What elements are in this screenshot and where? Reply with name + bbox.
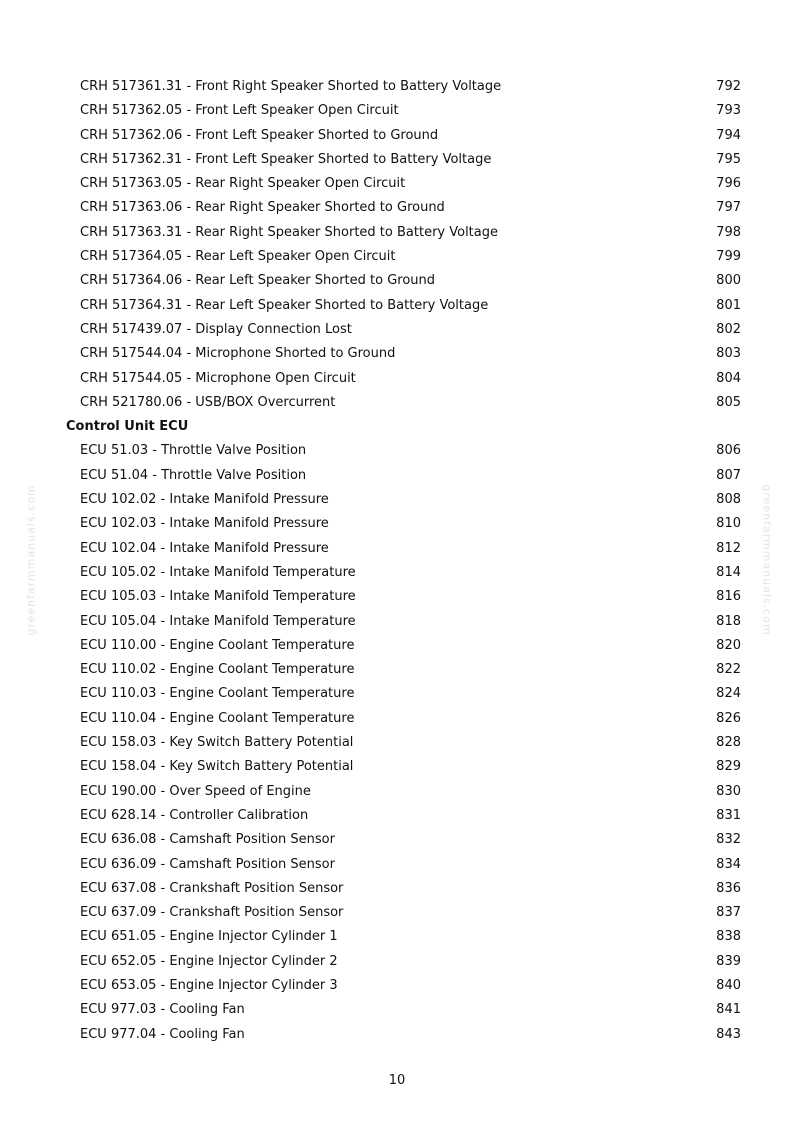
toc-entry-page: 799	[716, 249, 741, 265]
toc-entry[interactable]	[0, 148, 794, 172]
toc-entry-page: 820	[716, 637, 741, 653]
toc-entry[interactable]	[0, 1023, 794, 1047]
toc-entry[interactable]	[0, 853, 794, 877]
toc-entry-page: 807	[716, 467, 741, 483]
toc-entry[interactable]	[0, 828, 794, 852]
toc-entry-page: 796	[716, 176, 741, 192]
toc-entry[interactable]	[0, 804, 794, 828]
toc-entry-page: 816	[716, 589, 741, 605]
toc-entry[interactable]	[0, 221, 794, 245]
toc-entry-page: 840	[716, 977, 741, 993]
toc-entry[interactable]	[0, 731, 794, 755]
toc-entry-page: 834	[716, 856, 741, 872]
toc-entry-title: ECU 977.03 - Cooling Fan	[80, 1002, 245, 1018]
toc-entry-page: 832	[716, 832, 741, 848]
toc-entry-page: 797	[716, 200, 741, 216]
toc-entry-title: CRH 517362.31 - Front Left Speaker Shorted to Battery Voltage	[80, 151, 492, 167]
toc-entry-title: ECU 653.05 - Engine Injector Cylinder 3	[80, 977, 338, 993]
toc-entry-title: ECU 158.04 - Key Switch Battery Potential	[80, 759, 354, 775]
toc-entry-page: 804	[716, 370, 741, 386]
toc-entry-title: CRH 517544.04 - Microphone Shorted to Ground	[80, 346, 396, 362]
toc-entry-title: ECU 637.09 - Crankshaft Position Sensor	[80, 905, 344, 921]
toc-entry-page: 830	[716, 783, 741, 799]
toc-entry[interactable]	[0, 124, 794, 148]
toc-entry-page: 798	[716, 224, 741, 240]
toc-entry[interactable]	[0, 512, 794, 536]
toc-entry[interactable]	[0, 658, 794, 682]
watermark-right: greenfarmmanuals.com	[760, 484, 774, 636]
toc-entry-page: 831	[716, 807, 741, 823]
section-heading	[0, 415, 794, 439]
toc-entry[interactable]	[0, 367, 794, 391]
toc-entry-title: ECU 102.02 - Intake Manifold Pressure	[80, 492, 329, 508]
table-of-contents	[0, 75, 794, 1047]
toc-entry-page: 812	[716, 540, 741, 556]
toc-entry-page: 810	[716, 516, 741, 532]
toc-entry-title: ECU 190.00 - Over Speed of Engine	[80, 783, 311, 799]
toc-entry[interactable]	[0, 269, 794, 293]
toc-entry-title: CRH 517544.05 - Microphone Open Circuit	[80, 370, 356, 386]
toc-entry-title: CRH 517363.31 - Rear Right Speaker Shorted to Battery Voltage	[80, 224, 498, 240]
toc-entry-page: 795	[716, 151, 741, 167]
toc-entry-page: 794	[716, 127, 741, 143]
toc-entry-page: 829	[716, 759, 741, 775]
toc-entry-page: 805	[716, 394, 741, 410]
toc-entry-title: ECU 102.04 - Intake Manifold Pressure	[80, 540, 329, 556]
toc-entry-title: CRH 517439.07 - Display Connection Lost	[80, 321, 352, 337]
toc-entry-title: ECU 110.00 - Engine Coolant Temperature	[80, 637, 355, 653]
toc-entry-page: 822	[716, 662, 741, 678]
toc-entry-title: CRH 517362.06 - Front Left Speaker Shorted to Ground	[80, 127, 439, 143]
toc-entry-title: ECU 637.08 - Crankshaft Position Sensor	[80, 880, 344, 896]
toc-entry[interactable]	[0, 172, 794, 196]
toc-entry[interactable]	[0, 488, 794, 512]
toc-entry[interactable]	[0, 294, 794, 318]
toc-entry-title: CRH 517364.06 - Rear Left Speaker Shorted to Ground	[80, 273, 436, 289]
toc-entry[interactable]	[0, 998, 794, 1022]
toc-entry-title: ECU 158.03 - Key Switch Battery Potential	[80, 735, 354, 751]
toc-entry-page: 838	[716, 929, 741, 945]
toc-entry-page: 836	[716, 880, 741, 896]
toc-entry-title: ECU 51.04 - Throttle Valve Position	[80, 467, 307, 483]
toc-entry[interactable]	[0, 755, 794, 779]
toc-entry-title: ECU 636.09 - Camshaft Position Sensor	[80, 856, 335, 872]
watermark-left: greenfarmmanuals.com	[24, 484, 38, 636]
page-number: 10	[388, 1073, 406, 1088]
toc-entry[interactable]	[0, 439, 794, 463]
toc-entry[interactable]	[0, 707, 794, 731]
toc-entry-title: ECU 105.04 - Intake Manifold Temperature	[80, 613, 356, 629]
toc-entry-title: ECU 652.05 - Engine Injector Cylinder 2	[80, 953, 338, 969]
toc-entry[interactable]	[0, 877, 794, 901]
toc-entry-page: 837	[716, 905, 741, 921]
toc-entry-page: 841	[716, 1002, 741, 1018]
section-heading-title: Control Unit ECU	[66, 419, 189, 435]
toc-entry-title: CRH 517361.31 - Front Right Speaker Shorted to Battery Voltage	[80, 79, 502, 94]
toc-entry[interactable]	[0, 318, 794, 342]
toc-entry[interactable]	[0, 537, 794, 561]
toc-entry-page: 808	[716, 492, 741, 508]
toc-entry-title: CRH 517362.05 - Front Left Speaker Open Circuit	[80, 103, 399, 119]
toc-entry-page: 793	[716, 103, 741, 119]
toc-entry[interactable]	[0, 561, 794, 585]
toc-entry-page: 824	[716, 686, 741, 702]
toc-entry-title: ECU 105.03 - Intake Manifold Temperature	[80, 589, 356, 605]
toc-entry[interactable]	[0, 75, 794, 99]
toc-entry-page: 803	[716, 346, 741, 362]
toc-entry-page: 792	[716, 79, 741, 94]
toc-entry-title: ECU 651.05 - Engine Injector Cylinder 1	[80, 929, 338, 945]
toc-entry[interactable]	[0, 950, 794, 974]
toc-entry[interactable]	[0, 974, 794, 998]
toc-entry[interactable]	[0, 245, 794, 269]
toc-entry[interactable]	[0, 780, 794, 804]
toc-entry-title: CRH 517363.06 - Rear Right Speaker Shorted to Ground	[80, 200, 445, 216]
toc-entry-title: CRH 517363.05 - Rear Right Speaker Open Circuit	[80, 176, 406, 192]
toc-entry-page: 806	[716, 443, 741, 459]
toc-entry-page: 843	[716, 1026, 741, 1042]
toc-entry[interactable]	[0, 634, 794, 658]
toc-entry[interactable]	[0, 901, 794, 925]
toc-entry[interactable]	[0, 99, 794, 123]
toc-entry-title: ECU 51.03 - Throttle Valve Position	[80, 443, 307, 459]
toc-entry-title: CRH 517364.31 - Rear Left Speaker Shorted to Battery Voltage	[80, 297, 489, 313]
toc-entry-title: ECU 110.04 - Engine Coolant Temperature	[80, 710, 355, 726]
toc-entry-title: ECU 636.08 - Camshaft Position Sensor	[80, 832, 335, 848]
toc-entry-page: 814	[716, 564, 741, 580]
toc-entry-title: ECU 102.03 - Intake Manifold Pressure	[80, 516, 329, 532]
toc-entry-page: 802	[716, 321, 741, 337]
toc-entry[interactable]	[0, 391, 794, 415]
toc-entry-title: ECU 105.02 - Intake Manifold Temperature	[80, 564, 356, 580]
toc-entry[interactable]	[0, 196, 794, 220]
toc-entry-page: 800	[716, 273, 741, 289]
toc-entry-page: 801	[716, 297, 741, 313]
toc-entry-title: ECU 628.14 - Controller Calibration	[80, 807, 309, 823]
toc-entry-title: CRH 521780.06 - USB/BOX Overcurrent	[80, 394, 336, 410]
toc-entry-title: ECU 110.02 - Engine Coolant Temperature	[80, 662, 355, 678]
toc-entry-page: 818	[716, 613, 741, 629]
toc-entry[interactable]	[0, 342, 794, 366]
toc-entry[interactable]	[0, 925, 794, 949]
toc-entry-title: CRH 517364.05 - Rear Left Speaker Open Circuit	[80, 249, 396, 265]
toc-entry-title: ECU 977.04 - Cooling Fan	[80, 1026, 245, 1042]
toc-entry-title: ECU 110.03 - Engine Coolant Temperature	[80, 686, 355, 702]
toc-entry[interactable]	[0, 585, 794, 609]
toc-entry-page: 828	[716, 735, 741, 751]
toc-entry-page: 839	[716, 953, 741, 969]
toc-entry[interactable]	[0, 610, 794, 634]
toc-entry[interactable]	[0, 464, 794, 488]
toc-entry[interactable]	[0, 682, 794, 706]
toc-entry-page: 826	[716, 710, 741, 726]
